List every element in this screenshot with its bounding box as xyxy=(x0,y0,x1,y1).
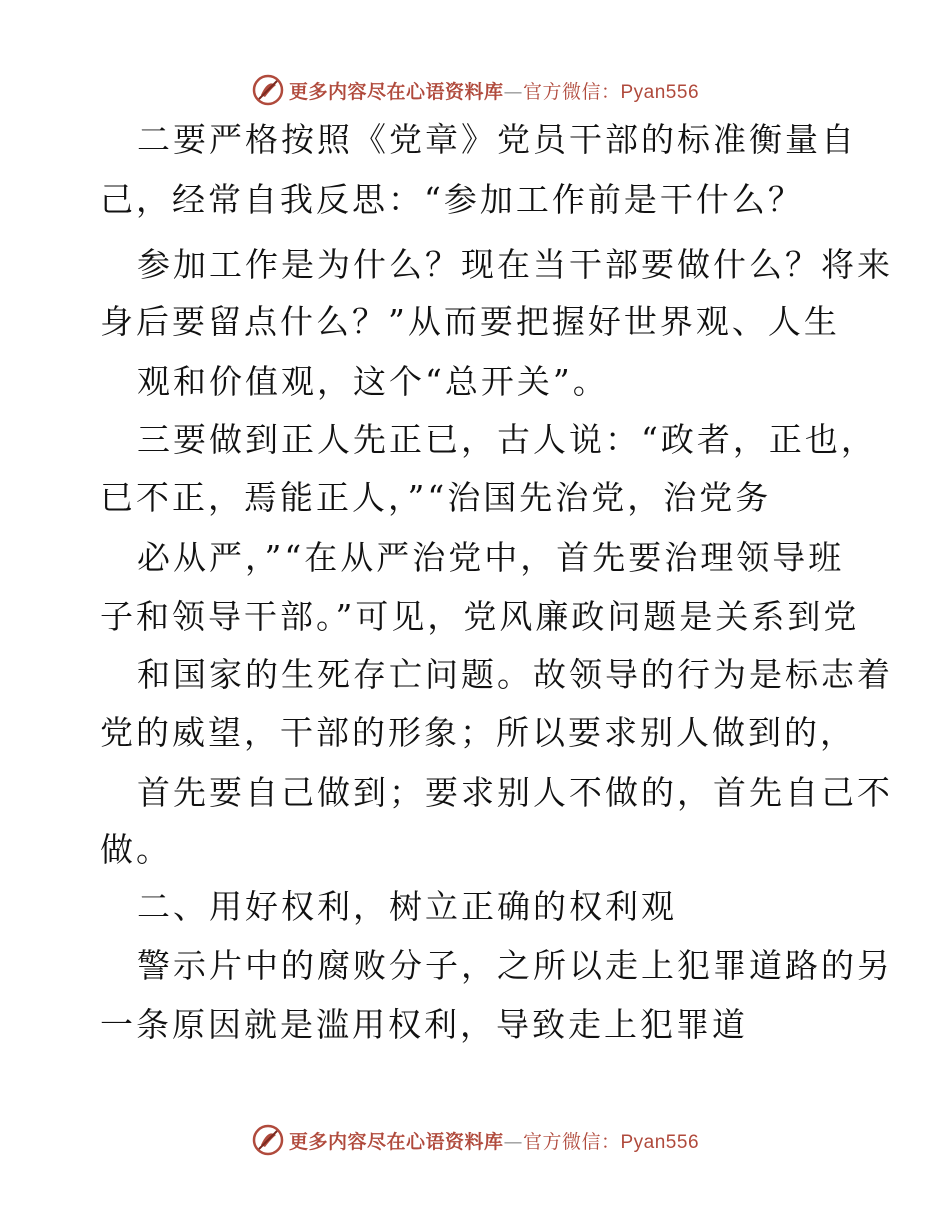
text-line: 观和价值观，这个“总开关”。 xyxy=(137,362,609,401)
watermark-label: 官方微信： xyxy=(522,80,621,103)
text-line: 参加工作是为什么？现在当干部要做什么？将来 xyxy=(137,245,893,284)
watermark-dash: — xyxy=(503,1130,523,1153)
text-line: 子和领导干部。”可见，党风廉政问题是关系到党 xyxy=(100,597,860,636)
watermark-handle: Pyan556 xyxy=(620,81,700,103)
text-line: 首先要自己做到；要求别人不做的，首先自己不 xyxy=(137,773,893,812)
header-watermark xyxy=(0,70,950,110)
watermark-site: 更多内容尽在心语资料库 xyxy=(288,1130,504,1153)
watermark-label: 官方微信： xyxy=(522,1130,621,1153)
text-line: 和国家的生死存亡问题。故领导的行为是标志着 xyxy=(137,655,893,694)
text-line: 身后要留点什么？”从而要把握好世界观、人生 xyxy=(100,302,840,341)
text-line: 三要做到正人先正已，古人说：“政者，正也， xyxy=(137,420,877,459)
logo-icon xyxy=(251,73,285,107)
text-line: 二、用好权利，树立正确的权利观 xyxy=(137,887,677,926)
watermark-dash: — xyxy=(503,80,523,103)
text-line: 己，经常自我反思：“参加工作前是干什么？ xyxy=(100,180,804,219)
text-line: 做。 xyxy=(100,830,172,869)
watermark-handle: Pyan556 xyxy=(620,1131,700,1153)
text-line: 必从严，”“在从严治党中，首先要治理领导班 xyxy=(137,538,845,577)
watermark-text xyxy=(289,77,699,104)
text-line: 警示片中的腐败分子，之所以走上犯罪道路的另 xyxy=(137,946,893,985)
text-line: 二要严格按照《党章》党员干部的标准衡量自 xyxy=(137,120,857,159)
text-line: 已不正，焉能正人，”“治国先治党，治党务 xyxy=(100,478,772,517)
watermark-text xyxy=(289,1127,699,1154)
text-line: 一条原因就是滥用权利，导致走上犯罪道 xyxy=(100,1005,748,1044)
watermark-site: 更多内容尽在心语资料库 xyxy=(288,80,504,103)
text-line: 党的威望，干部的形象；所以要求别人做到的， xyxy=(100,713,856,752)
logo-icon xyxy=(251,1123,285,1157)
footer-watermark xyxy=(0,1120,950,1160)
